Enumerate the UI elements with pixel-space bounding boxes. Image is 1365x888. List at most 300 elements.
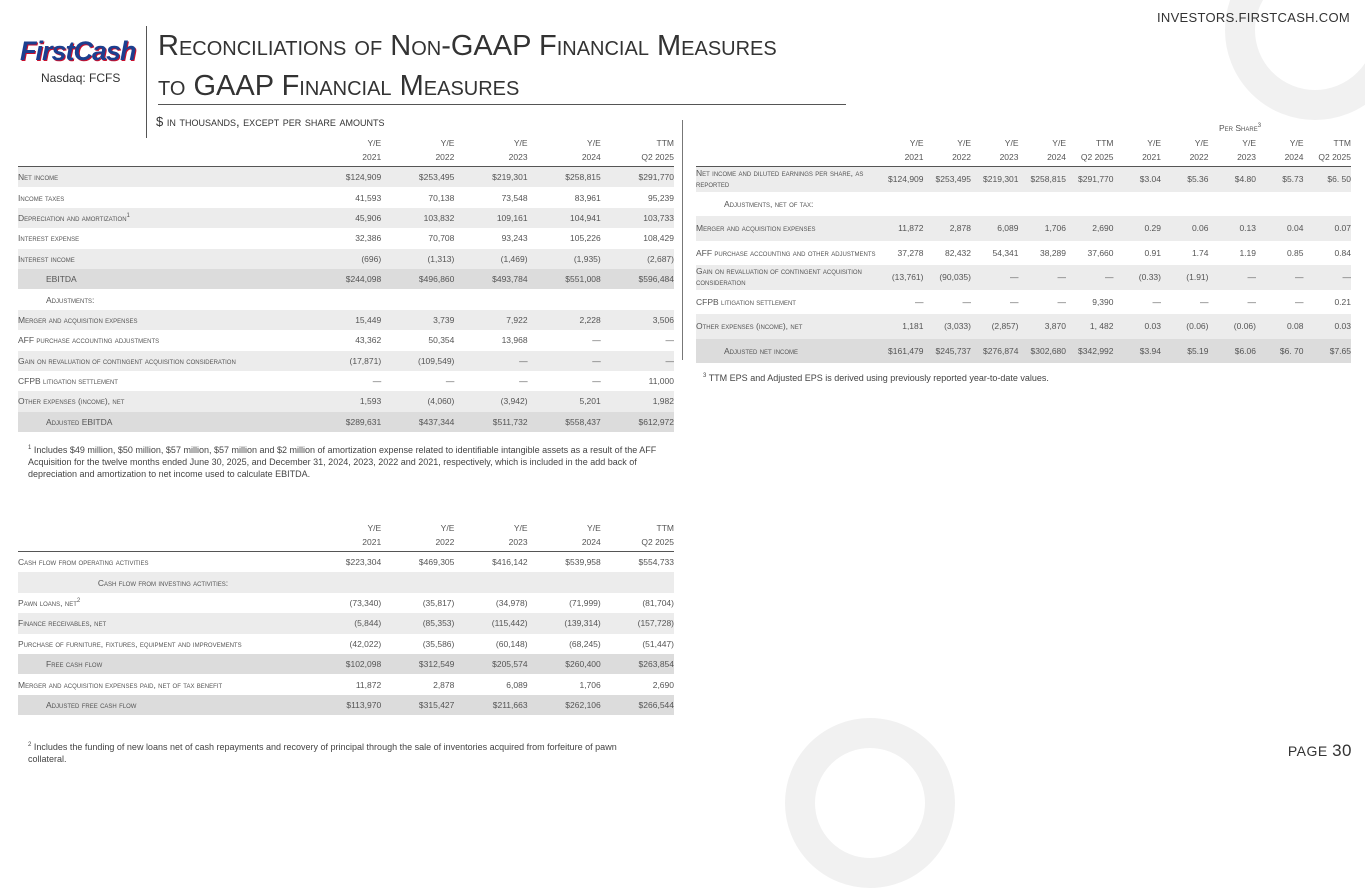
fcf-row	[18, 572, 674, 592]
ni-column-header-line: Q2 2025	[1318, 152, 1351, 162]
fcf-cell: 6,089	[506, 679, 528, 690]
ebitda-column-header	[308, 136, 381, 167]
ebitda-row	[18, 249, 674, 269]
ni-column-header-line: Y/E	[1194, 138, 1209, 148]
ebitda-cell: —	[592, 335, 601, 346]
page-number	[1288, 741, 1352, 761]
ebitda-row-label	[18, 351, 308, 371]
ni-cell	[1161, 192, 1209, 217]
ni-row-label	[696, 216, 876, 241]
ni-cell: (90,035)	[924, 265, 972, 290]
fcf-column-header	[308, 521, 381, 552]
fcf-cell: 2,690	[652, 679, 674, 690]
ni-cell	[1114, 192, 1162, 217]
ebitda-cell: $124,909	[308, 167, 381, 188]
fcf-row	[18, 593, 674, 613]
ni-row-label	[696, 265, 876, 290]
fcf-column-header	[454, 521, 527, 552]
fcf-header-blank	[18, 521, 308, 552]
fcf-row-label-text: Merger and acquisition expenses paid, net of tax benefit	[18, 679, 223, 690]
ni-row-label-text: AFF purchase accounting and other adjustments	[696, 247, 876, 258]
fcf-column-header-line: 2022	[435, 537, 455, 547]
ni-cell: —	[1152, 296, 1161, 307]
fcf-row-label	[18, 654, 308, 674]
ebitda-cell: $253,495	[381, 167, 454, 188]
ebitda-cell: 13,968	[501, 335, 528, 346]
ebitda-column-header-line: 2021	[362, 152, 382, 162]
fcf-table-header	[18, 521, 674, 552]
adjusted-net-income-table	[696, 136, 1351, 363]
ni-cell: 0.13	[1209, 216, 1257, 241]
fcf-cell	[308, 572, 381, 592]
fcf-cell	[528, 572, 601, 592]
ni-cell: $3.94	[1114, 339, 1162, 364]
ni-cell: $302,680	[1019, 339, 1067, 364]
ebitda-row-label-text: Interest income	[18, 253, 75, 264]
ebitda-cell: $558,437	[528, 412, 601, 432]
ebitda-cell: 45,906	[308, 208, 381, 228]
ebitda-row-label	[18, 187, 308, 207]
ni-column-header-line: TTM	[1333, 138, 1351, 148]
ni-cell: $7.65	[1304, 339, 1352, 364]
ni-cell: 0.84	[1334, 247, 1351, 258]
ni-cell: $6. 70	[1256, 339, 1304, 364]
ni-cell: 0.21	[1334, 296, 1351, 307]
ebitda-cell: —	[665, 335, 674, 346]
fcf-column-header	[381, 521, 454, 552]
ni-cell: 1,706	[1019, 216, 1067, 241]
ni-cell: 0.03	[1114, 314, 1162, 339]
page-title	[158, 26, 777, 106]
ebitda-cell: $612,972	[601, 412, 674, 432]
ebitda-cell: 93,243	[501, 233, 528, 244]
fcf-row-label	[18, 695, 308, 715]
ebitda-cell	[381, 289, 454, 309]
fcf-row	[18, 634, 674, 654]
ebitda-cell	[308, 289, 381, 309]
ebitda-column-header-line: Q2 2025	[641, 152, 674, 162]
ebitda-row-label	[18, 269, 308, 289]
per-share-label: Per Share	[1219, 123, 1258, 133]
ebitda-header-blank	[18, 136, 308, 167]
per-share-heading	[1219, 123, 1261, 133]
ebitda-footnote	[28, 442, 673, 480]
ebitda-cell: 41,593	[355, 192, 382, 203]
ni-cell: —	[1247, 296, 1256, 307]
fcf-cell: $554,733	[638, 557, 674, 568]
ni-column-header-line: 2022	[952, 152, 971, 162]
fcf-cell: $539,958	[565, 557, 601, 568]
ebitda-cell: 103,832	[381, 208, 454, 228]
ebitda-cell: 73,548	[501, 192, 528, 203]
ni-column-header	[924, 136, 972, 167]
ni-row	[696, 290, 1351, 315]
fcf-column-header-line: Q2 2025	[641, 537, 674, 547]
fcf-column-header	[528, 521, 601, 552]
ni-column-header	[1114, 136, 1162, 167]
ebitda-table-header	[18, 136, 674, 167]
ni-cell	[1304, 192, 1352, 217]
ebitda-row	[18, 289, 674, 309]
ebitda-column-header-line: TTM	[656, 138, 674, 148]
ni-row-label-text: Merger and acquisition expenses	[696, 223, 816, 234]
ebitda-cell: $258,815	[528, 167, 601, 188]
ebitda-cell: 108,429	[643, 233, 674, 244]
ebitda-cell: 3,739	[381, 310, 454, 330]
ni-cell: 37,660	[1087, 247, 1114, 258]
ni-cell: 37,278	[897, 247, 924, 258]
ni-footnote	[703, 370, 1343, 384]
ebitda-footnote-text: Includes $49 million, $50 million, $57 million, $57 million and $2 million of amortization expense related to identifiable intangible assets as a result of the AFF Acquisition for the twelve months ended June 30, 2025, and December 31, 2024, 2023, 2022 and 2021, respectively, which is included in the add back of depreciation and amortization to net income used to calculate EBITDA.	[28, 445, 657, 479]
ni-column-header-line: Y/E	[1242, 138, 1256, 148]
fcf-row	[18, 613, 674, 633]
ni-cell: (1.91)	[1161, 265, 1209, 290]
ni-row-label-text: Adjusted net income	[724, 345, 799, 356]
ni-cell: $291,770	[1066, 167, 1114, 192]
ebitda-cell	[601, 289, 674, 309]
ebitda-column-header-line: 2023	[508, 152, 528, 162]
ni-column-header	[1209, 136, 1257, 167]
fcf-cell: 1,706	[579, 679, 601, 690]
ni-header-row	[696, 136, 1351, 167]
ebitda-row-footnote-marker: 1	[126, 213, 130, 220]
ebitda-cell: 7,922	[454, 310, 527, 330]
ebitda-cell	[528, 289, 601, 309]
ni-row-label	[696, 192, 876, 217]
ni-cell: 0.85	[1286, 247, 1304, 258]
ebitda-row-label-text: Gain on revaluation of contingent acquisition consideration	[18, 355, 236, 366]
ni-cell: —	[1010, 296, 1019, 307]
fcf-cell: $263,854	[601, 654, 674, 674]
ebitda-row	[18, 208, 674, 228]
ni-column-header-line: 2023	[1237, 152, 1256, 162]
ebitda-row-label-text: Adjusted EBITDA	[46, 416, 113, 427]
ni-cell: (0.06)	[1161, 314, 1209, 339]
ni-column-header	[1161, 136, 1209, 167]
ebitda-cell: $244,098	[308, 269, 381, 289]
background-ring-bottom	[785, 718, 955, 888]
ni-column-header-line: Q2 2025	[1080, 152, 1114, 162]
ni-column-header	[876, 136, 924, 167]
fcf-footnote-marker: 2	[28, 742, 32, 748]
ni-cell: $6. 50	[1304, 167, 1352, 192]
ni-row-label	[696, 167, 876, 192]
ebitda-cell: —	[445, 376, 455, 387]
fcf-cell: (5,844)	[308, 613, 381, 633]
fcf-row-label-text: Finance receivables, net	[18, 618, 107, 629]
ebitda-cell: $437,344	[381, 412, 454, 432]
ni-cell	[971, 192, 1019, 217]
fcf-table-body	[18, 552, 674, 716]
ni-cell: 6,089	[971, 216, 1019, 241]
ebitda-cell: 32,386	[355, 233, 382, 244]
fcf-cell: (51,447)	[642, 638, 674, 649]
fcf-cell: $211,663	[454, 695, 527, 715]
ebitda-cell: 5,201	[528, 391, 601, 411]
ebitda-row-label-text: Depreciation and amortization	[18, 212, 127, 223]
fcf-cell	[454, 572, 527, 592]
fcf-cell	[601, 572, 674, 592]
ebitda-column-header-line: Y/E	[367, 138, 382, 148]
ebitda-row-label-text: Interest expense	[18, 233, 80, 244]
fcf-cell: $260,400	[528, 654, 601, 674]
ebitda-row	[18, 269, 674, 289]
ni-cell: (13,761)	[876, 265, 924, 290]
ni-cell: $342,992	[1066, 339, 1114, 364]
fcf-column-header-line: 2023	[508, 537, 528, 547]
fcf-cell: $312,549	[381, 654, 454, 674]
fcf-row	[18, 695, 674, 715]
ebitda-column-header	[528, 136, 601, 167]
fcf-cell: (34,978)	[495, 597, 528, 608]
ebitda-row-label	[18, 330, 308, 350]
ebitda-row-label-text: Merger and acquisition expenses	[18, 314, 138, 325]
ni-row	[696, 314, 1351, 339]
ni-column-header-line: 2024	[1047, 152, 1066, 162]
ebitda-cell: 70,708	[428, 233, 455, 244]
ebitda-cell: —	[592, 376, 601, 387]
ebitda-cell: $289,631	[308, 412, 381, 432]
ni-column-header-line: Y/E	[909, 138, 924, 148]
fcf-cell: $266,544	[601, 695, 674, 715]
ni-column-header-line: 2021	[1142, 152, 1161, 162]
ni-row-label-text: Other expenses (income), net	[696, 321, 803, 332]
ni-cell	[1209, 192, 1257, 217]
ni-cell	[1256, 192, 1304, 217]
ni-column-header-line: Y/E	[1289, 138, 1304, 148]
fcf-cell: 2,878	[433, 679, 455, 690]
ni-column-header-line: Y/E	[1004, 138, 1019, 148]
ebitda-cell: (1,469)	[454, 249, 527, 269]
ebitda-row-label-text: EBITDA	[46, 274, 77, 285]
ni-cell: 0.03	[1304, 314, 1352, 339]
ni-cell: $4.80	[1209, 167, 1257, 192]
ni-cell: $5.19	[1161, 339, 1209, 364]
ebitda-row-label	[18, 249, 308, 269]
ni-cell: (3,033)	[924, 314, 972, 339]
fcf-row-label	[18, 613, 308, 633]
ebitda-cell: (109,549)	[381, 351, 454, 371]
ebitda-cell: $493,784	[454, 269, 527, 289]
ebitda-cell: 105,226	[570, 233, 601, 244]
ebitda-row-label	[18, 167, 308, 188]
fcf-cell: 11,872	[355, 679, 382, 690]
fcf-cell: $416,142	[492, 557, 528, 568]
fcf-row-label-text: Free cash flow	[46, 659, 103, 670]
fcf-cell: (35,586)	[422, 638, 455, 649]
fcf-column-header-line: 2021	[362, 537, 382, 547]
ni-cell	[924, 192, 972, 217]
ebitda-cell: 103,733	[601, 208, 674, 228]
ni-cell: (0.33)	[1114, 265, 1162, 290]
ebitda-row-label	[18, 208, 308, 228]
ni-column-header-line: Y/E	[1147, 138, 1161, 148]
ebitda-row-label	[18, 371, 308, 391]
ni-cell: —	[1019, 265, 1067, 290]
fcf-row-label	[18, 593, 308, 613]
title-rule	[158, 104, 846, 105]
ni-table-header	[696, 136, 1351, 167]
fcf-row-label	[18, 572, 308, 592]
ebitda-cell: $291,770	[601, 167, 674, 188]
ebitda-cell: (1,313)	[381, 249, 454, 269]
ebitda-column-header-line: Y/E	[440, 138, 455, 148]
ebitda-cell: 11,000	[648, 376, 674, 387]
ni-cell: $6.06	[1209, 339, 1257, 364]
ni-column-header-line: Y/E	[957, 138, 971, 148]
ebitda-cell: —	[372, 376, 382, 387]
ni-row-label-text: Adjustments, net of tax:	[724, 198, 814, 209]
ni-column-header-line: 2021	[904, 152, 924, 162]
ni-cell: 0.29	[1114, 216, 1162, 241]
fcf-cell: $262,106	[528, 695, 601, 715]
page-subtitle: $ in thousands, except per share amounts	[156, 114, 385, 129]
ni-row	[696, 265, 1351, 290]
fcf-column-header-line: TTM	[656, 523, 674, 533]
ebitda-cell: (17,871)	[308, 351, 381, 371]
ebitda-footnote-marker: 1	[28, 445, 32, 451]
ebitda-row-label-text: Other expenses (income), net	[18, 396, 125, 407]
fcf-row	[18, 552, 674, 573]
ebitda-column-header	[381, 136, 454, 167]
fcf-header-row	[18, 521, 674, 552]
ni-cell: 2,878	[924, 216, 972, 241]
ebitda-cell: $511,732	[454, 412, 527, 432]
ni-cell: —	[1200, 296, 1209, 307]
ebitda-cell: 1,593	[308, 391, 381, 411]
fcf-row-label	[18, 552, 308, 573]
ebitda-cell: 83,961	[574, 192, 601, 203]
ebitda-row	[18, 351, 674, 371]
ni-column-header	[1066, 136, 1114, 167]
ni-cell: —	[1209, 265, 1257, 290]
ebitda-row-label	[18, 289, 308, 309]
fcf-column-header-line: Y/E	[367, 523, 382, 533]
ni-cell: $276,874	[971, 339, 1019, 364]
fcf-column-header-line: Y/E	[440, 523, 455, 533]
ni-cell: $258,815	[1019, 167, 1067, 192]
ebitda-row	[18, 391, 674, 411]
fcf-cell: $113,970	[308, 695, 381, 715]
ebitda-row	[18, 412, 674, 432]
ebitda-column-header-line: Y/E	[587, 138, 601, 148]
ni-column-header-line: 2022	[1189, 152, 1209, 162]
ni-cell: 82,432	[945, 247, 971, 258]
fcf-cell: (71,999)	[569, 597, 601, 608]
ebitda-cell: (1,935)	[528, 249, 601, 269]
ni-cell: 1.19	[1239, 247, 1256, 258]
ebitda-row	[18, 187, 674, 207]
page-title-line-2: to GAAP Financial Measures	[158, 70, 520, 102]
firstcash-logo: FirstCash	[20, 36, 136, 66]
ni-column-header	[1256, 136, 1304, 167]
ni-row	[696, 241, 1351, 266]
ni-cell: 1.74	[1191, 247, 1209, 258]
investor-site-link[interactable]: INVESTORS.FIRSTCASH.COM	[1156, 10, 1350, 25]
ni-header-blank	[696, 136, 876, 167]
ni-cell: —	[915, 296, 924, 307]
ni-cell: —	[962, 296, 971, 307]
fcf-cell: (81,704)	[642, 597, 674, 608]
ni-cell: 0.08	[1256, 314, 1304, 339]
ebitda-cell: (696)	[308, 249, 381, 269]
ebitda-cell: 15,449	[308, 310, 381, 330]
fcf-cell: $205,574	[454, 654, 527, 674]
fcf-row-footnote-marker: 2	[76, 598, 81, 605]
ebitda-reconciliation-table	[18, 136, 674, 432]
ni-cell: (0.06)	[1209, 314, 1257, 339]
ni-cell: 3,870	[1019, 314, 1067, 339]
fcf-cell: (73,340)	[349, 597, 382, 608]
page-title-line-1: Reconciliations of Non-GAAP Financial Measures	[158, 30, 777, 62]
header-divider	[146, 26, 147, 138]
ebitda-header-row	[18, 136, 674, 167]
ticker-symbol: Nasdaq: FCFS	[41, 71, 121, 85]
ebitda-cell: —	[528, 351, 601, 371]
ebitda-row	[18, 310, 674, 330]
fcf-cell: $315,427	[381, 695, 454, 715]
ebitda-cell: 70,138	[428, 192, 455, 203]
ebitda-row	[18, 330, 674, 350]
ni-cell: $245,737	[924, 339, 972, 364]
ni-row	[696, 216, 1351, 241]
fcf-cell: (139,314)	[528, 613, 601, 633]
ebitda-column-header	[601, 136, 674, 167]
fcf-cell	[381, 572, 454, 592]
page-label: PAGE	[1287, 743, 1328, 759]
ni-cell: $5.73	[1256, 167, 1304, 192]
ebitda-column-header-line: 2024	[581, 152, 601, 162]
ni-column-header	[971, 136, 1019, 167]
ebitda-column-header	[454, 136, 527, 167]
ebitda-row-label-text: Adjustments:	[46, 294, 95, 305]
ni-cell: 0.04	[1256, 216, 1304, 241]
ebitda-cell	[454, 289, 527, 309]
fcf-cell: (60,148)	[495, 638, 528, 649]
ebitda-cell: —	[601, 351, 674, 371]
ni-cell: 38,289	[1040, 247, 1066, 258]
ni-footnote-marker: 3	[703, 373, 707, 379]
fcf-cell: (68,245)	[569, 638, 601, 649]
ebitda-cell: 43,362	[355, 335, 382, 346]
ebitda-cell: (4,060)	[381, 391, 454, 411]
fcf-cell: (157,728)	[601, 613, 674, 633]
ni-cell: $5.36	[1161, 167, 1209, 192]
ni-column-header	[1019, 136, 1067, 167]
ni-cell: 1, 482	[1066, 314, 1114, 339]
fcf-row	[18, 654, 674, 674]
ni-cell: $219,301	[971, 167, 1019, 192]
fcf-cell: $102,098	[308, 654, 381, 674]
ebitda-cell: 3,506	[601, 310, 674, 330]
fcf-row-label-text: Cash flow from operating activities	[18, 557, 149, 568]
fcf-row-label-text: Pawn loans, net	[18, 597, 77, 608]
fcf-column-header-line: Y/E	[587, 523, 601, 533]
page-number-value: 30	[1332, 741, 1352, 760]
section-divider	[682, 120, 683, 360]
per-share-footnote-marker: 3	[1257, 123, 1262, 130]
ni-column-header	[1304, 136, 1352, 167]
ni-cell	[1019, 192, 1067, 217]
ebitda-cell: —	[519, 376, 528, 387]
ebitda-row	[18, 228, 674, 248]
ebitda-row-label	[18, 391, 308, 411]
fcf-row-label	[18, 634, 308, 654]
ni-row	[696, 167, 1351, 192]
ebitda-column-header-line: 2022	[435, 152, 455, 162]
ebitda-cell: $596,484	[601, 269, 674, 289]
ebitda-cell: 50,354	[428, 335, 455, 346]
